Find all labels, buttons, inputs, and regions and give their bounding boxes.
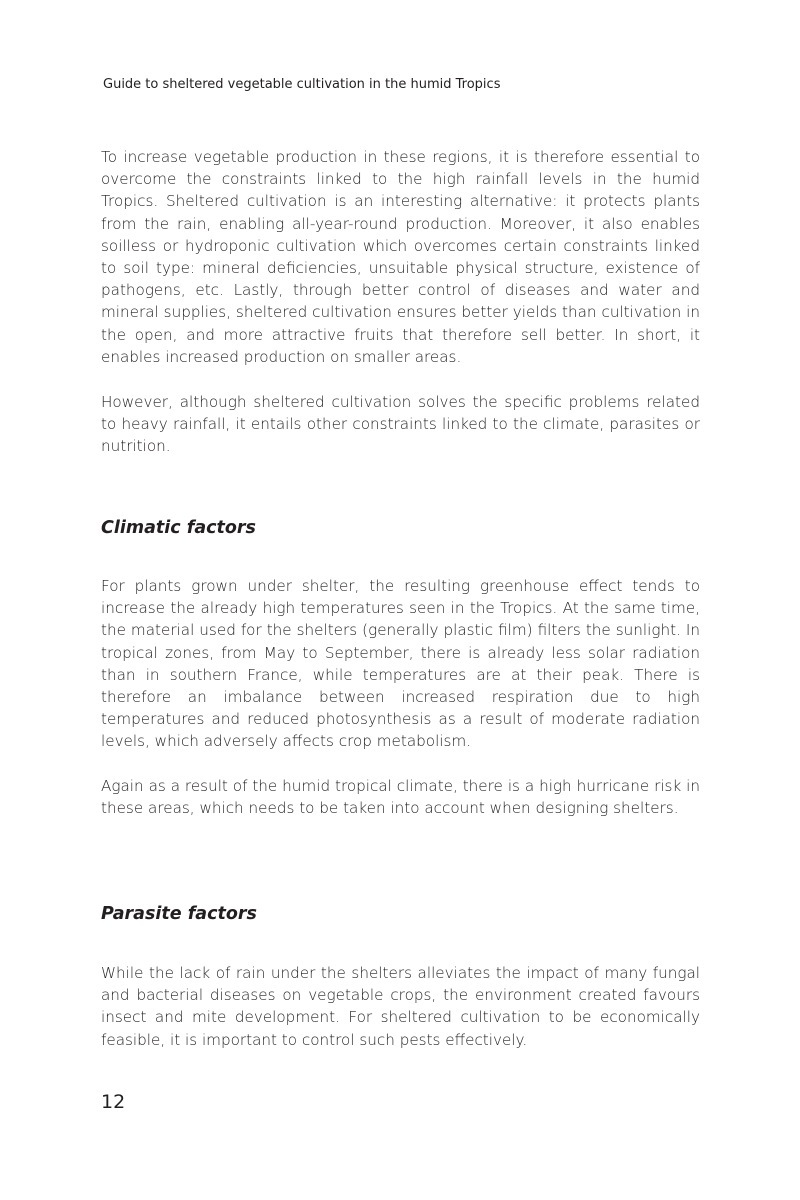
intro-paragraph-1: To increase vegetable production in these regions, it is therefore essential to overcome the constraints linked to the high rainfall levels in the humid Tropics. Sheltered cultivation is an interesting alternative: it protects plants from the rain, enabling all-year-round production. Moreover, it also enables soilless or hydroponic cultivation which overcomes certain constraints linked to soil type: mineral deficiencies, unsuitable physical structure, existence of pathogens, etc. Lastly, through better control of diseases and water and mineral supplies, sheltered cultivation ensures better yields than cultivation in the open, and more attractive fruits that therefore sell better. In short, it enables increased production on smaller areas.	[101, 148, 700, 366]
intro-paragraph-2: However, although sheltered cultivation solves the specific problems related to heavy rainfall, it entails other constraints linked to the climate, parasites or nutrition.	[101, 393, 700, 456]
running-header: Guide to sheltered vegetable cultivation in the humid Tropics	[103, 77, 501, 92]
page-number: 12	[101, 1091, 126, 1113]
climatic-paragraph-2: Again as a result of the humid tropical climate, there is a high hurricane risk in these areas, which needs to be taken into account when designing shelters.	[101, 777, 700, 818]
section-heading-climatic: Climatic factors	[101, 518, 256, 538]
climatic-paragraph-1: For plants grown under shelter, the resulting greenhouse effect tends to increase the already high temperatures seen in the Tropics. At the same time, the material used for the shelters (generally plastic film) filters the sunlight. In tropical zones, from May to September, there is already less solar radiation than in southern France, while temperatures are at their peak. There is therefore an imbalance between increased respiration due to high temperatures and reduced photosynthesis as a result of moderate radiation levels, which adversely affects crop metabolism.	[101, 577, 700, 751]
parasite-paragraph-1: While the lack of rain under the shelters alleviates the impact of many fungal and bacterial diseases on vegetable crops, the environment created favours insect and mite development. For sheltered cultivation to be economically feasible, it is important to control such pests effectively.	[101, 964, 700, 1049]
section-heading-parasite: Parasite factors	[101, 904, 257, 924]
